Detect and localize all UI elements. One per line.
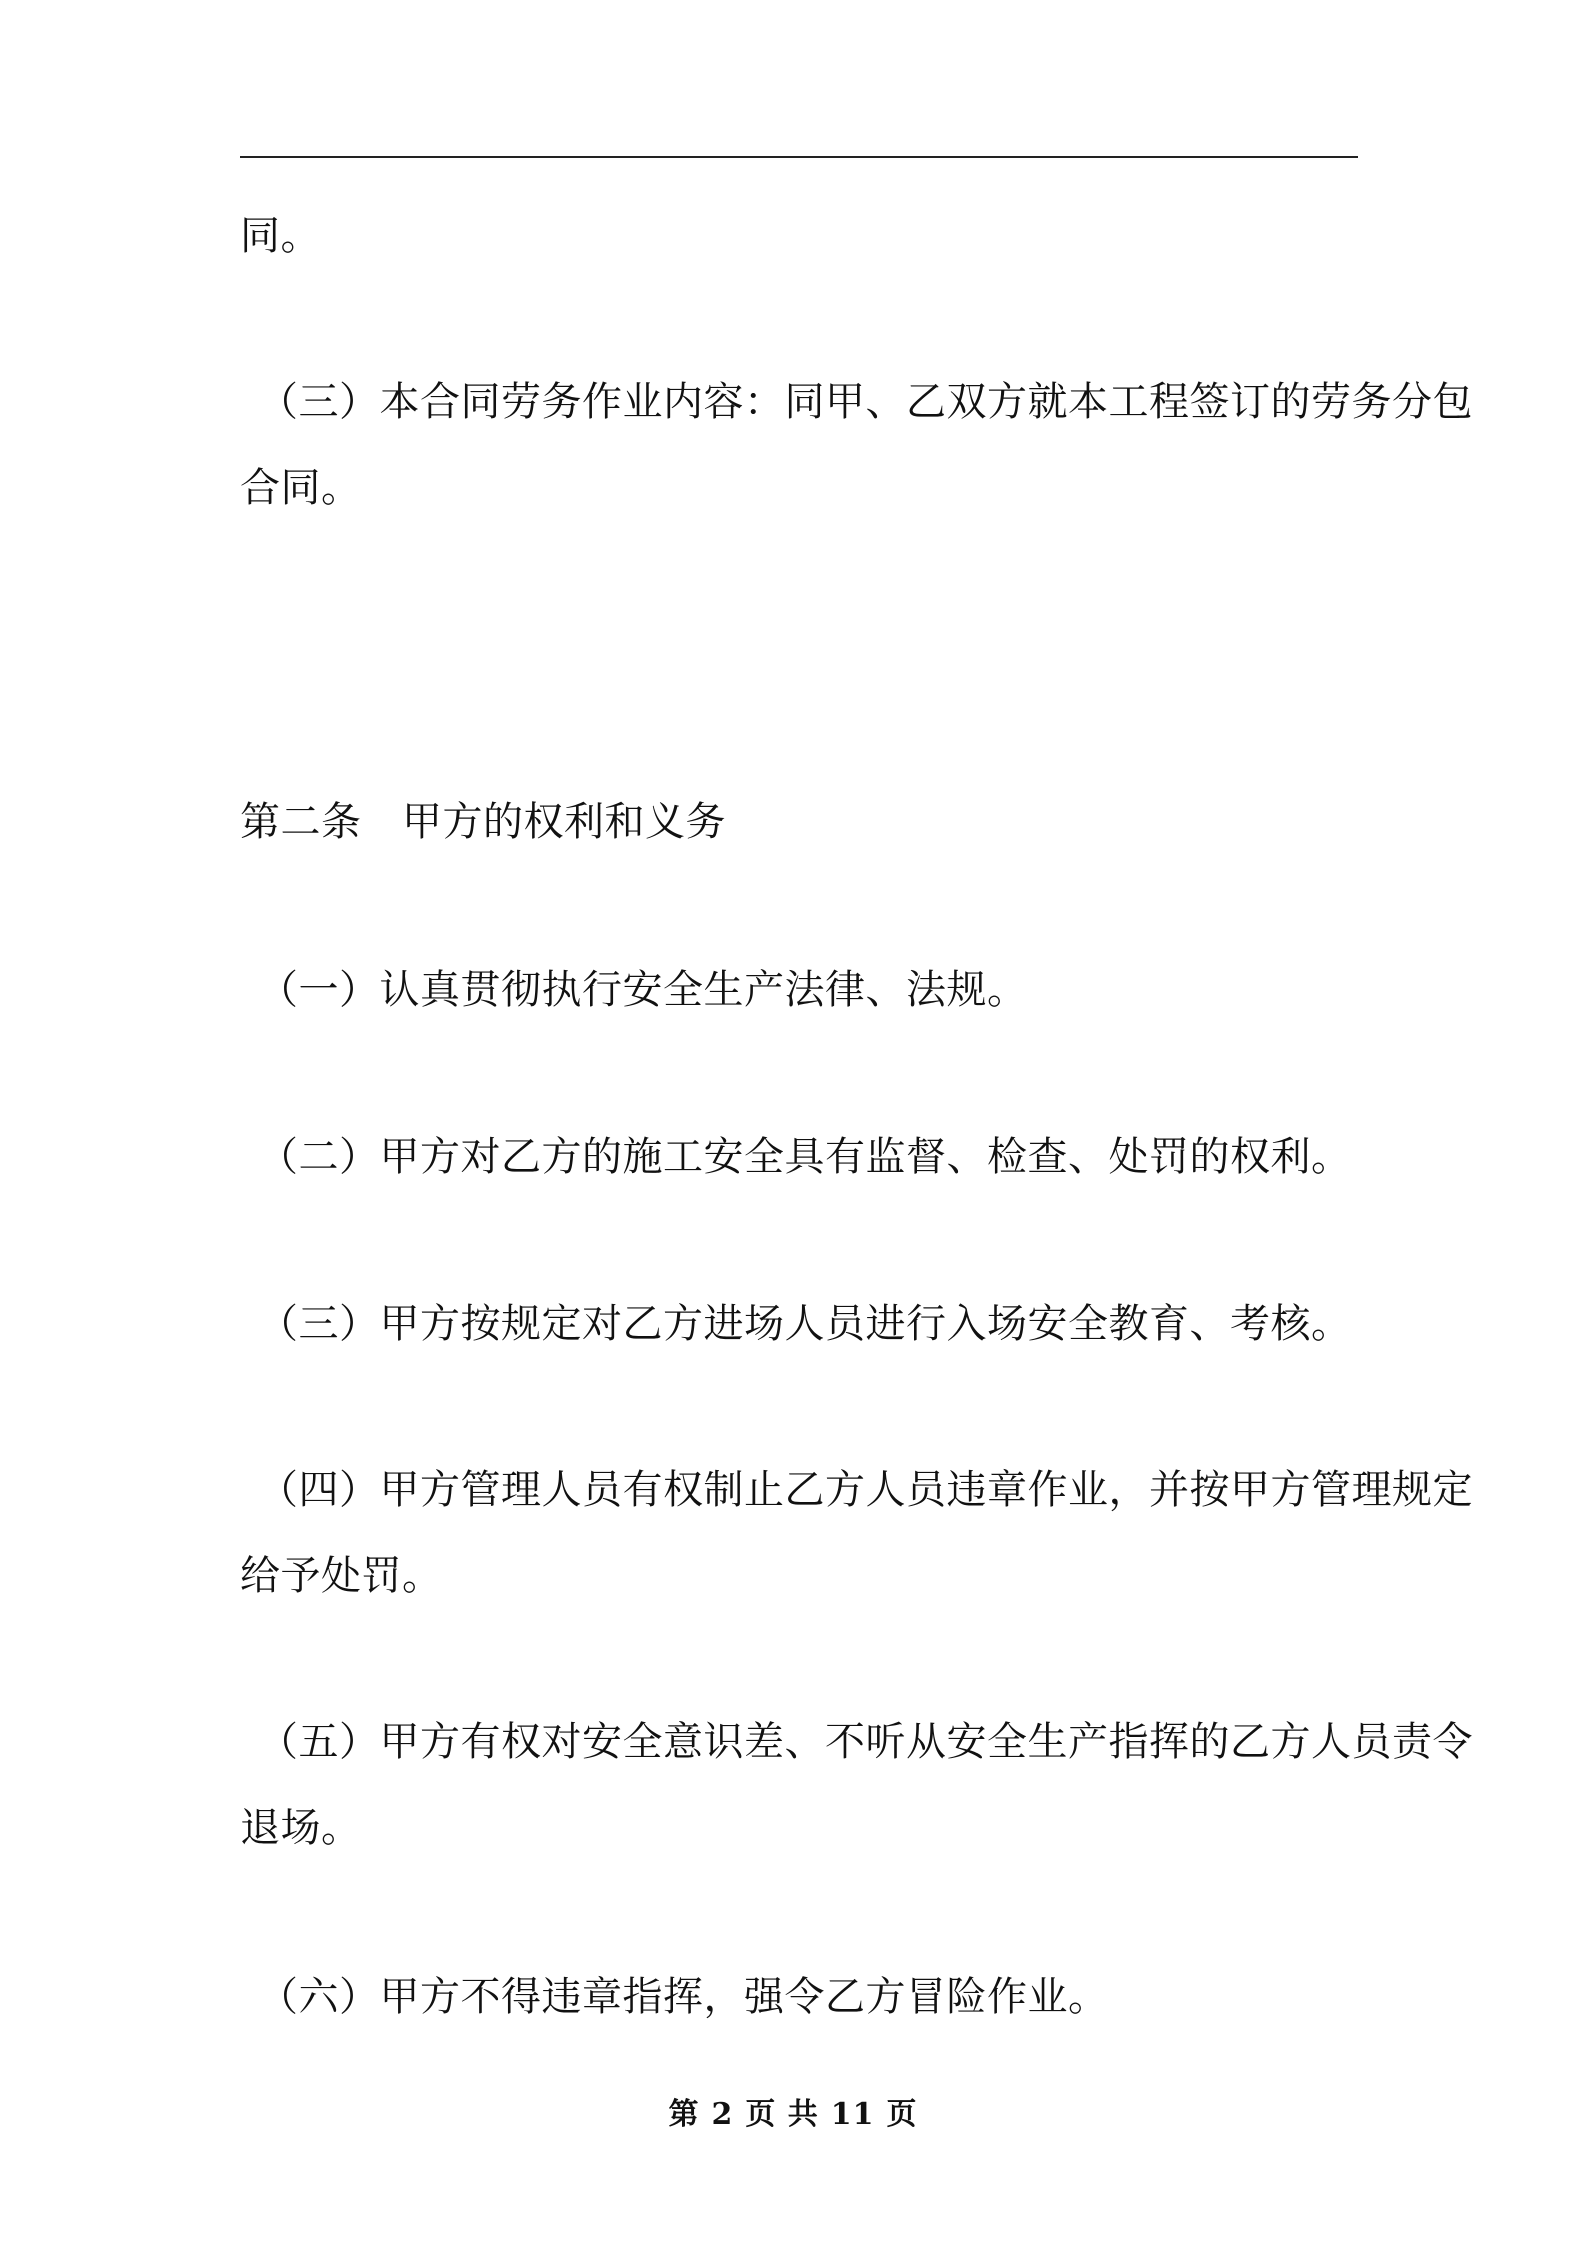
list-item-3: （三）甲方按规定对乙方进场人员进行入场安全教育、考核。 bbox=[258, 1301, 1352, 1347]
page-label-mid: 页 共 bbox=[745, 2097, 819, 2132]
list-item-5-line2: 退场。 bbox=[240, 1805, 362, 1851]
list-item-5-line1: （五）甲方有权对安全意识差、不听从安全生产指挥的乙方人员责令 bbox=[258, 1719, 1473, 1765]
article-heading: 第二条 甲方的权利和义务 bbox=[240, 799, 726, 845]
list-item-4-line2: 给予处罚。 bbox=[240, 1553, 443, 1599]
page-footer bbox=[0, 2097, 1586, 2132]
list-item-4-line1: （四）甲方管理人员有权制止乙方人员违章作业，并按甲方管理规定 bbox=[258, 1467, 1473, 1513]
total-pages-number: 11 bbox=[830, 2097, 875, 2132]
list-item-2: （二）甲方对乙方的施工安全具有监督、检查、处罚的权利。 bbox=[258, 1134, 1352, 1180]
paragraph-labor-content-line2: 合同。 bbox=[240, 465, 362, 511]
header-rule bbox=[240, 156, 1358, 158]
paragraph-continuation: 同。 bbox=[240, 213, 321, 259]
list-item-6: （六）甲方不得违章指挥，强令乙方冒险作业。 bbox=[258, 1974, 1109, 2020]
page-label-suffix: 页 bbox=[886, 2097, 918, 2132]
list-item-1: （一）认真贯彻执行安全生产法律、法规。 bbox=[258, 967, 1028, 1013]
paragraph-labor-content-line1: （三）本合同劳务作业内容：同甲、乙双方就本工程签订的劳务分包 bbox=[258, 379, 1473, 425]
current-page-number: 2 bbox=[711, 2097, 734, 2132]
page-label-prefix: 第 bbox=[668, 2097, 700, 2132]
